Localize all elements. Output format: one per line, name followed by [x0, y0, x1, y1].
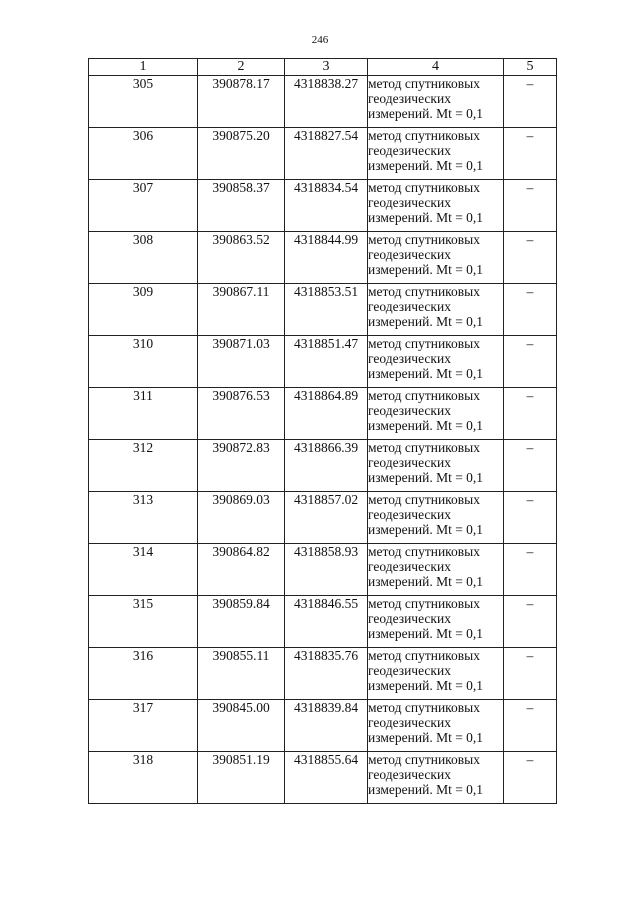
- method-line-3: измерений. Mt = 0,1: [368, 314, 484, 329]
- coordinate-x: 390875.20: [198, 128, 285, 180]
- method-line-3: измерений. Mt = 0,1: [368, 158, 484, 173]
- method-cell: [368, 128, 504, 180]
- method-line-1: метод спутниковых: [368, 128, 480, 143]
- method-line-2: геодезических: [368, 195, 451, 210]
- coordinate-x: 390872.83: [198, 440, 285, 492]
- method-line-3: измерений. Mt = 0,1: [368, 418, 484, 433]
- method-cell: [368, 388, 504, 440]
- page-number: 246: [311, 34, 329, 46]
- note-cell: –: [504, 336, 557, 388]
- point-number: 317: [89, 700, 198, 752]
- coordinate-x: 390858.37: [198, 180, 285, 232]
- table-row: [89, 596, 557, 648]
- coordinate-y: 4318866.39: [285, 440, 368, 492]
- table-row: [89, 284, 557, 336]
- method-line-2: геодезических: [368, 715, 451, 730]
- table-row: [89, 492, 557, 544]
- coordinate-x: 390864.82: [198, 544, 285, 596]
- point-number: 314: [89, 544, 198, 596]
- point-number: 318: [89, 752, 198, 804]
- coordinate-x: 390876.53: [198, 388, 285, 440]
- column-header-3: 3: [285, 59, 368, 76]
- method-line-1: метод спутниковых: [368, 232, 480, 247]
- table-row: [89, 648, 557, 700]
- method-line-1: метод спутниковых: [368, 700, 480, 715]
- coordinate-y: 4318846.55: [285, 596, 368, 648]
- coordinate-y: 4318864.89: [285, 388, 368, 440]
- coordinate-y: 4318858.93: [285, 544, 368, 596]
- method-line-1: метод спутниковых: [368, 284, 480, 299]
- table-row: [89, 232, 557, 284]
- note-cell: –: [504, 232, 557, 284]
- method-cell: [368, 596, 504, 648]
- note-cell: –: [504, 284, 557, 336]
- column-header-4: 4: [368, 59, 504, 76]
- method-line-3: измерений. Mt = 0,1: [368, 626, 484, 641]
- coordinate-y: 4318844.99: [285, 232, 368, 284]
- point-number: 315: [89, 596, 198, 648]
- method-line-1: метод спутниковых: [368, 596, 480, 611]
- note-cell: –: [504, 752, 557, 804]
- point-number: 308: [89, 232, 198, 284]
- table-row: [89, 752, 557, 804]
- point-number: 313: [89, 492, 198, 544]
- header-row: [89, 59, 557, 76]
- column-header-1: 1: [89, 59, 198, 76]
- table-row: [89, 440, 557, 492]
- coordinate-x: 390878.17: [198, 76, 285, 128]
- method-line-2: геодезических: [368, 299, 451, 314]
- method-line-3: измерений. Mt = 0,1: [368, 106, 484, 121]
- table-header: [89, 59, 557, 76]
- method-line-3: измерений. Mt = 0,1: [368, 262, 484, 277]
- coordinate-x: 390855.11: [198, 648, 285, 700]
- point-number: 310: [89, 336, 198, 388]
- method-line-1: метод спутниковых: [368, 440, 480, 455]
- method-line-3: измерений. Mt = 0,1: [368, 210, 484, 225]
- table-row: [89, 336, 557, 388]
- method-line-2: геодезических: [368, 247, 451, 262]
- method-line-2: геодезических: [368, 611, 451, 626]
- method-line-1: метод спутниковых: [368, 388, 480, 403]
- coordinate-x: 390859.84: [198, 596, 285, 648]
- table-row: [89, 388, 557, 440]
- method-line-2: геодезических: [368, 351, 451, 366]
- table-row: [89, 180, 557, 232]
- coordinate-x: 390845.00: [198, 700, 285, 752]
- method-cell: [368, 648, 504, 700]
- method-line-1: метод спутниковых: [368, 180, 480, 195]
- note-cell: –: [504, 700, 557, 752]
- method-line-2: геодезических: [368, 663, 451, 678]
- method-line-3: измерений. Mt = 0,1: [368, 782, 484, 797]
- coordinate-x: 390871.03: [198, 336, 285, 388]
- table-row: [89, 128, 557, 180]
- table-body: [89, 76, 557, 804]
- method-cell: [368, 284, 504, 336]
- point-number: 306: [89, 128, 198, 180]
- coordinate-x: 390869.03: [198, 492, 285, 544]
- coordinate-x: 390867.11: [198, 284, 285, 336]
- coordinate-y: 4318853.51: [285, 284, 368, 336]
- method-line-2: геодезических: [368, 143, 451, 158]
- column-header-2: 2: [198, 59, 285, 76]
- point-number: 307: [89, 180, 198, 232]
- point-number: 311: [89, 388, 198, 440]
- method-cell: [368, 440, 504, 492]
- table-row: [89, 76, 557, 128]
- method-line-1: метод спутниковых: [368, 544, 480, 559]
- method-cell: [368, 544, 504, 596]
- point-number: 309: [89, 284, 198, 336]
- coordinate-y: 4318835.76: [285, 648, 368, 700]
- note-cell: –: [504, 648, 557, 700]
- table-row: [89, 544, 557, 596]
- method-line-1: метод спутниковых: [368, 76, 480, 91]
- note-cell: –: [504, 76, 557, 128]
- method-line-2: геодезических: [368, 455, 451, 470]
- method-line-3: измерений. Mt = 0,1: [368, 730, 484, 745]
- method-line-2: геодезических: [368, 91, 451, 106]
- method-cell: [368, 232, 504, 284]
- coordinate-y: 4318827.54: [285, 128, 368, 180]
- method-line-2: геодезических: [368, 403, 451, 418]
- coordinate-y: 4318857.02: [285, 492, 368, 544]
- coordinate-y: 4318834.54: [285, 180, 368, 232]
- coordinates-table: [88, 58, 557, 804]
- coordinate-y: 4318851.47: [285, 336, 368, 388]
- point-number: 316: [89, 648, 198, 700]
- coordinate-y: 4318838.27: [285, 76, 368, 128]
- method-line-3: измерений. Mt = 0,1: [368, 522, 484, 537]
- method-line-2: геодезических: [368, 767, 451, 782]
- method-line-1: метод спутниковых: [368, 648, 480, 663]
- method-line-1: метод спутниковых: [368, 492, 480, 507]
- method-cell: [368, 700, 504, 752]
- note-cell: –: [504, 544, 557, 596]
- coordinate-x: 390851.19: [198, 752, 285, 804]
- coordinate-x: 390863.52: [198, 232, 285, 284]
- coordinate-y: 4318839.84: [285, 700, 368, 752]
- method-line-3: измерений. Mt = 0,1: [368, 470, 484, 485]
- method-line-2: геодезических: [368, 507, 451, 522]
- method-cell: [368, 492, 504, 544]
- point-number: 305: [89, 76, 198, 128]
- note-cell: –: [504, 492, 557, 544]
- method-cell: [368, 336, 504, 388]
- method-line-3: измерений. Mt = 0,1: [368, 574, 484, 589]
- note-cell: –: [504, 180, 557, 232]
- method-line-1: метод спутниковых: [368, 336, 480, 351]
- method-line-1: метод спутниковых: [368, 752, 480, 767]
- coordinate-y: 4318855.64: [285, 752, 368, 804]
- method-line-3: измерений. Mt = 0,1: [368, 366, 484, 381]
- point-number: 312: [89, 440, 198, 492]
- method-cell: [368, 180, 504, 232]
- method-cell: [368, 752, 504, 804]
- note-cell: –: [504, 388, 557, 440]
- method-line-3: измерений. Mt = 0,1: [368, 678, 484, 693]
- note-cell: –: [504, 128, 557, 180]
- note-cell: –: [504, 440, 557, 492]
- note-cell: –: [504, 596, 557, 648]
- column-header-5: 5: [504, 59, 557, 76]
- method-cell: [368, 76, 504, 128]
- method-line-2: геодезических: [368, 559, 451, 574]
- table-row: [89, 700, 557, 752]
